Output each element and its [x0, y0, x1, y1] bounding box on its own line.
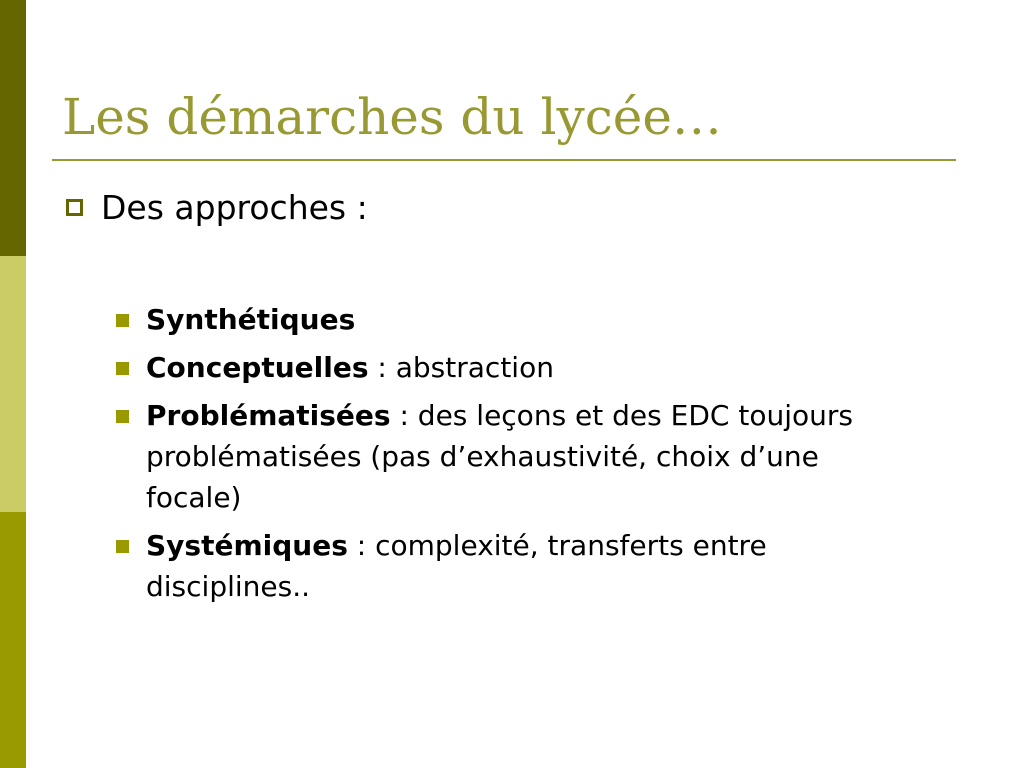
sub-bullet-list: [116, 299, 916, 614]
list-item-detail: : des leçons et des EDC toujours problématisées (pas d’exhaustivité, choix d’une focale): [146, 399, 853, 514]
list-item: [116, 299, 916, 340]
side-bar-top: [0, 0, 26, 256]
side-bar-middle: [0, 256, 26, 512]
list-item: [116, 395, 916, 518]
title-underline: [52, 159, 956, 161]
list-item-detail: : complexité, transferts entre disciplines..: [146, 529, 767, 603]
square-bullet-icon: [116, 540, 129, 553]
slide-title: Les démarches du lycée…: [62, 88, 722, 146]
list-item-text: [146, 525, 916, 607]
list-item-term: Synthétiques: [146, 303, 356, 336]
list-item-text: [146, 299, 916, 340]
list-item-detail: : abstraction: [368, 351, 554, 384]
square-bullet-icon: [116, 314, 129, 327]
list-item-term: Problématisées: [146, 399, 391, 432]
list-item-term: Systémiques: [146, 529, 348, 562]
square-bullet-icon: [116, 362, 129, 375]
hollow-square-bullet-icon: [66, 199, 83, 216]
main-bullet: [66, 188, 368, 227]
side-bar-bottom: [0, 512, 26, 768]
list-item: [116, 525, 916, 607]
list-item: [116, 347, 916, 388]
list-item-term: Conceptuelles: [146, 351, 369, 384]
list-item-text: [146, 395, 916, 518]
main-bullet-text: Des approches :: [101, 188, 368, 227]
square-bullet-icon: [116, 410, 129, 423]
list-item-text: [146, 347, 916, 388]
